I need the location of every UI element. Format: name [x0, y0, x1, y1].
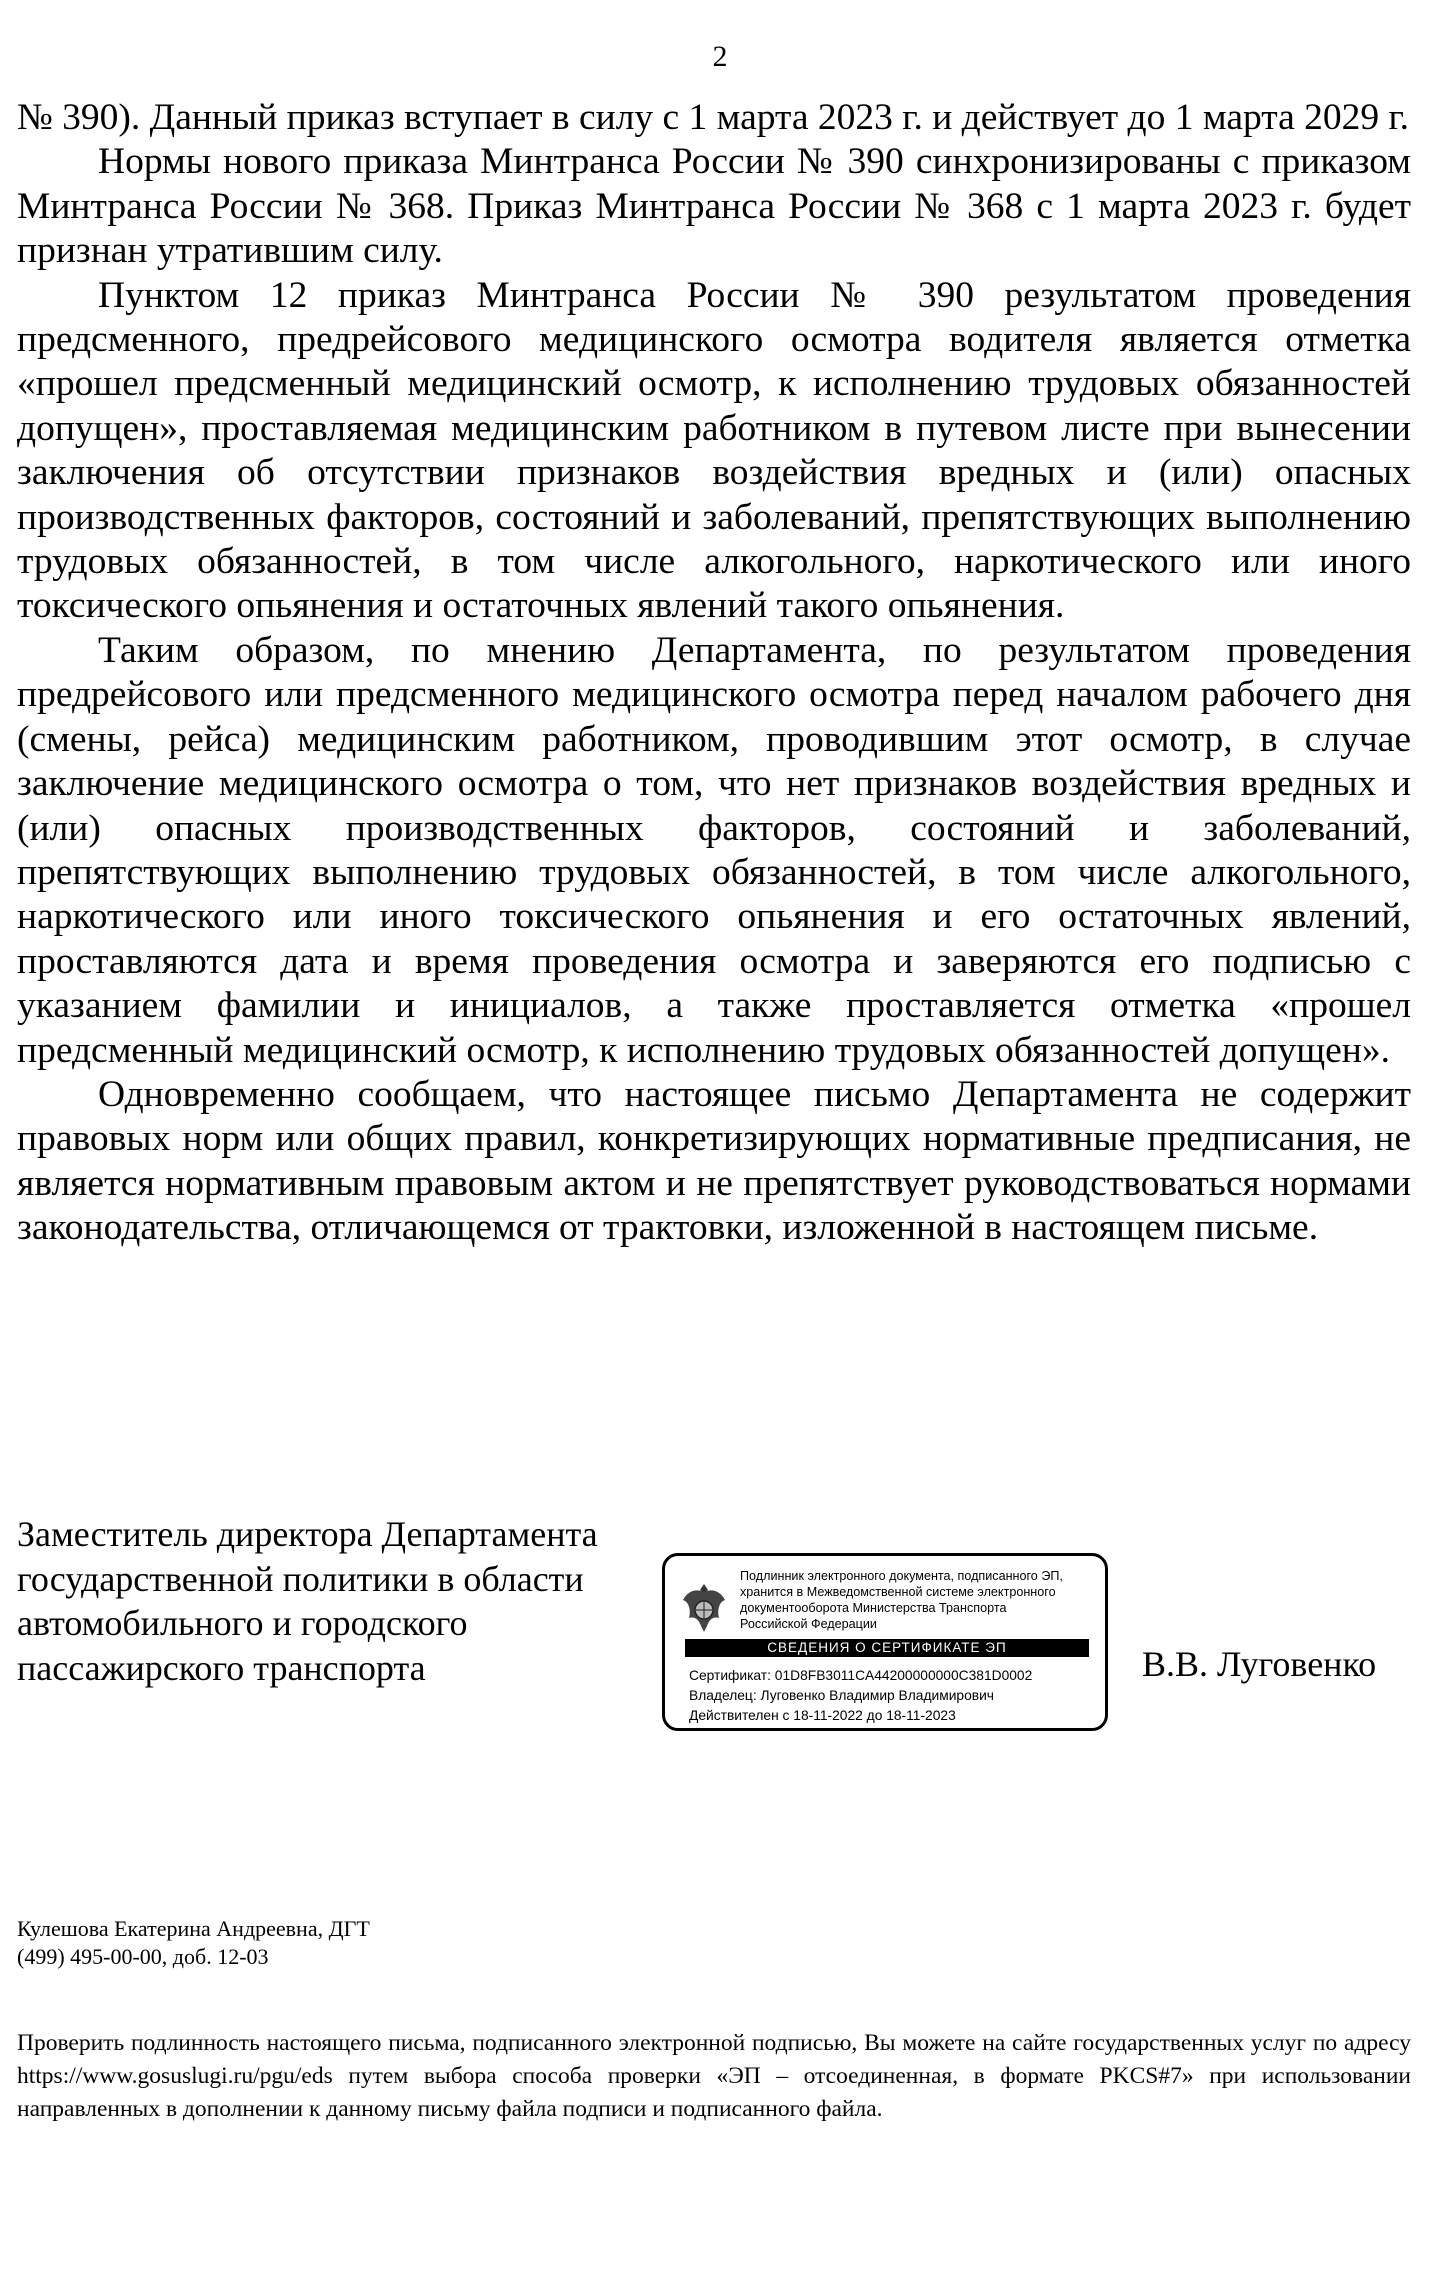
position-line: государственной политики в области: [17, 1558, 584, 1599]
coat-of-arms-icon: [681, 1580, 727, 1636]
certificate-owner: Владелец: Луговенко Владимир Владимирович: [689, 1688, 994, 1703]
signer-name: В.В. Луговенко: [1142, 1644, 1377, 1684]
page-number: 2: [712, 40, 728, 73]
position-line: пассажирского транспорта: [17, 1647, 426, 1688]
certificate-validity: Действителен с 18-11-2022 до 18-11-2023: [689, 1708, 956, 1723]
executor-phone: (499) 495-00-00, доб. 12-03: [17, 1944, 269, 1969]
paragraph: Таким образом, по мнению Департамента, по результатом проведения предрейсового или предсменного медицинского осмотра перед началом рабочего дня (смены, рейса) медицинским работником, проводившим этот осмотр, в случае заключение медицинского осмотра о том, что нет признаков воздействия вредных и (или) опасных производственных факторов, состояний и заболеваний, препятствующих выполнению трудовых обязанностей, в том числе алкогольного, наркотического или иного токсического опьянения и его остаточных явлений, проставляются дата и время проведения осмотра и заверяются его подписью с указанием фамилии и инициалов, а также проставляется отметка «прошел предсменный медицинский осмотр, к исполнению трудовых обязанностей допущен».: [17, 629, 1411, 1071]
letter-body: [17, 96, 1411, 1251]
stamp-header: [740, 1568, 1063, 1632]
executor-name: Кулешова Екатерина Андреевна, ДГТ: [17, 1916, 370, 1941]
paragraph: Нормы нового приказа Минтранса России № 390 синхронизированы с приказом Минтранса России № 368. Приказ Минтранса России № 368 с 1 марта 2023 г. будет признан утратившим силу.: [17, 141, 1411, 272]
position-line: автомобильного и городского: [17, 1603, 468, 1643]
stamp-header-line: документооборота Министерства Транспорта: [740, 1601, 1007, 1615]
paragraph: Пунктом 12 приказ Минтранса России № 390 результатом проведения предсменного, предрейсового медицинского осмотра водителя является отметка «прошел предсменный медицинский осмотр, к исполнению трудовых обязанностей допущен», проставляемая медицинским работником в путевом листе при вынесении заключения об отсутствии признаков воздействия вредных и (или) опасных производственных факторов, состояний и заболеваний, препятствующих выполнению трудовых обязанностей, в том числе алкогольного, наркотического или иного токсического опьянения и остаточных явлений такого опьянения.: [17, 274, 1411, 627]
position-line: Заместитель директора Департамента: [17, 1514, 598, 1554]
paragraph: Одновременно сообщаем, что настоящее письмо Департамента не содержит правовых норм или общих правил, конкретизирующих нормативные предписания, не является нормативным правовым актом и не препятствует руководствоваться нормами законодательства, отличающемся от трактовки, изложенной в настоящем письме.: [17, 1073, 1411, 1249]
paragraph: № 390). Данный приказ вступает в силу с 1 марта 2023 г. и действует до 1 марта 2029 г.: [17, 97, 1410, 138]
verification-note: Проверить подлинность настоящего письма, подписанного электронной подписью, Вы можете на сайте государственных услуг по адресу https://www.gosuslugi.ru/pgu/eds путем выбора способа проверки «ЭП – отсоединенная, в формате PKCS#7» при использовании направленных в дополнении к данному письму файла подписи и подписанного файла.: [17, 2030, 1411, 2122]
certificate-number: Сертификат: 01D8FB3011CA44200000000C381D0002: [689, 1668, 1033, 1683]
stamp-header-line: хранится в Межведомственной системе электронного: [740, 1585, 1056, 1599]
signatory-position: [17, 1512, 657, 1690]
stamp-header-line: Российской Федерации: [740, 1617, 877, 1631]
executor-info: [17, 1915, 370, 1971]
stamp-title-bar: СВЕДЕНИЯ О СЕРТИФИКАТЕ ЭП: [685, 1639, 1089, 1657]
e-signature-stamp: [662, 1553, 1108, 1731]
stamp-header-line: Подлинник электронного документа, подписанного ЭП,: [740, 1569, 1063, 1583]
certificate-info: [689, 1666, 1032, 1726]
